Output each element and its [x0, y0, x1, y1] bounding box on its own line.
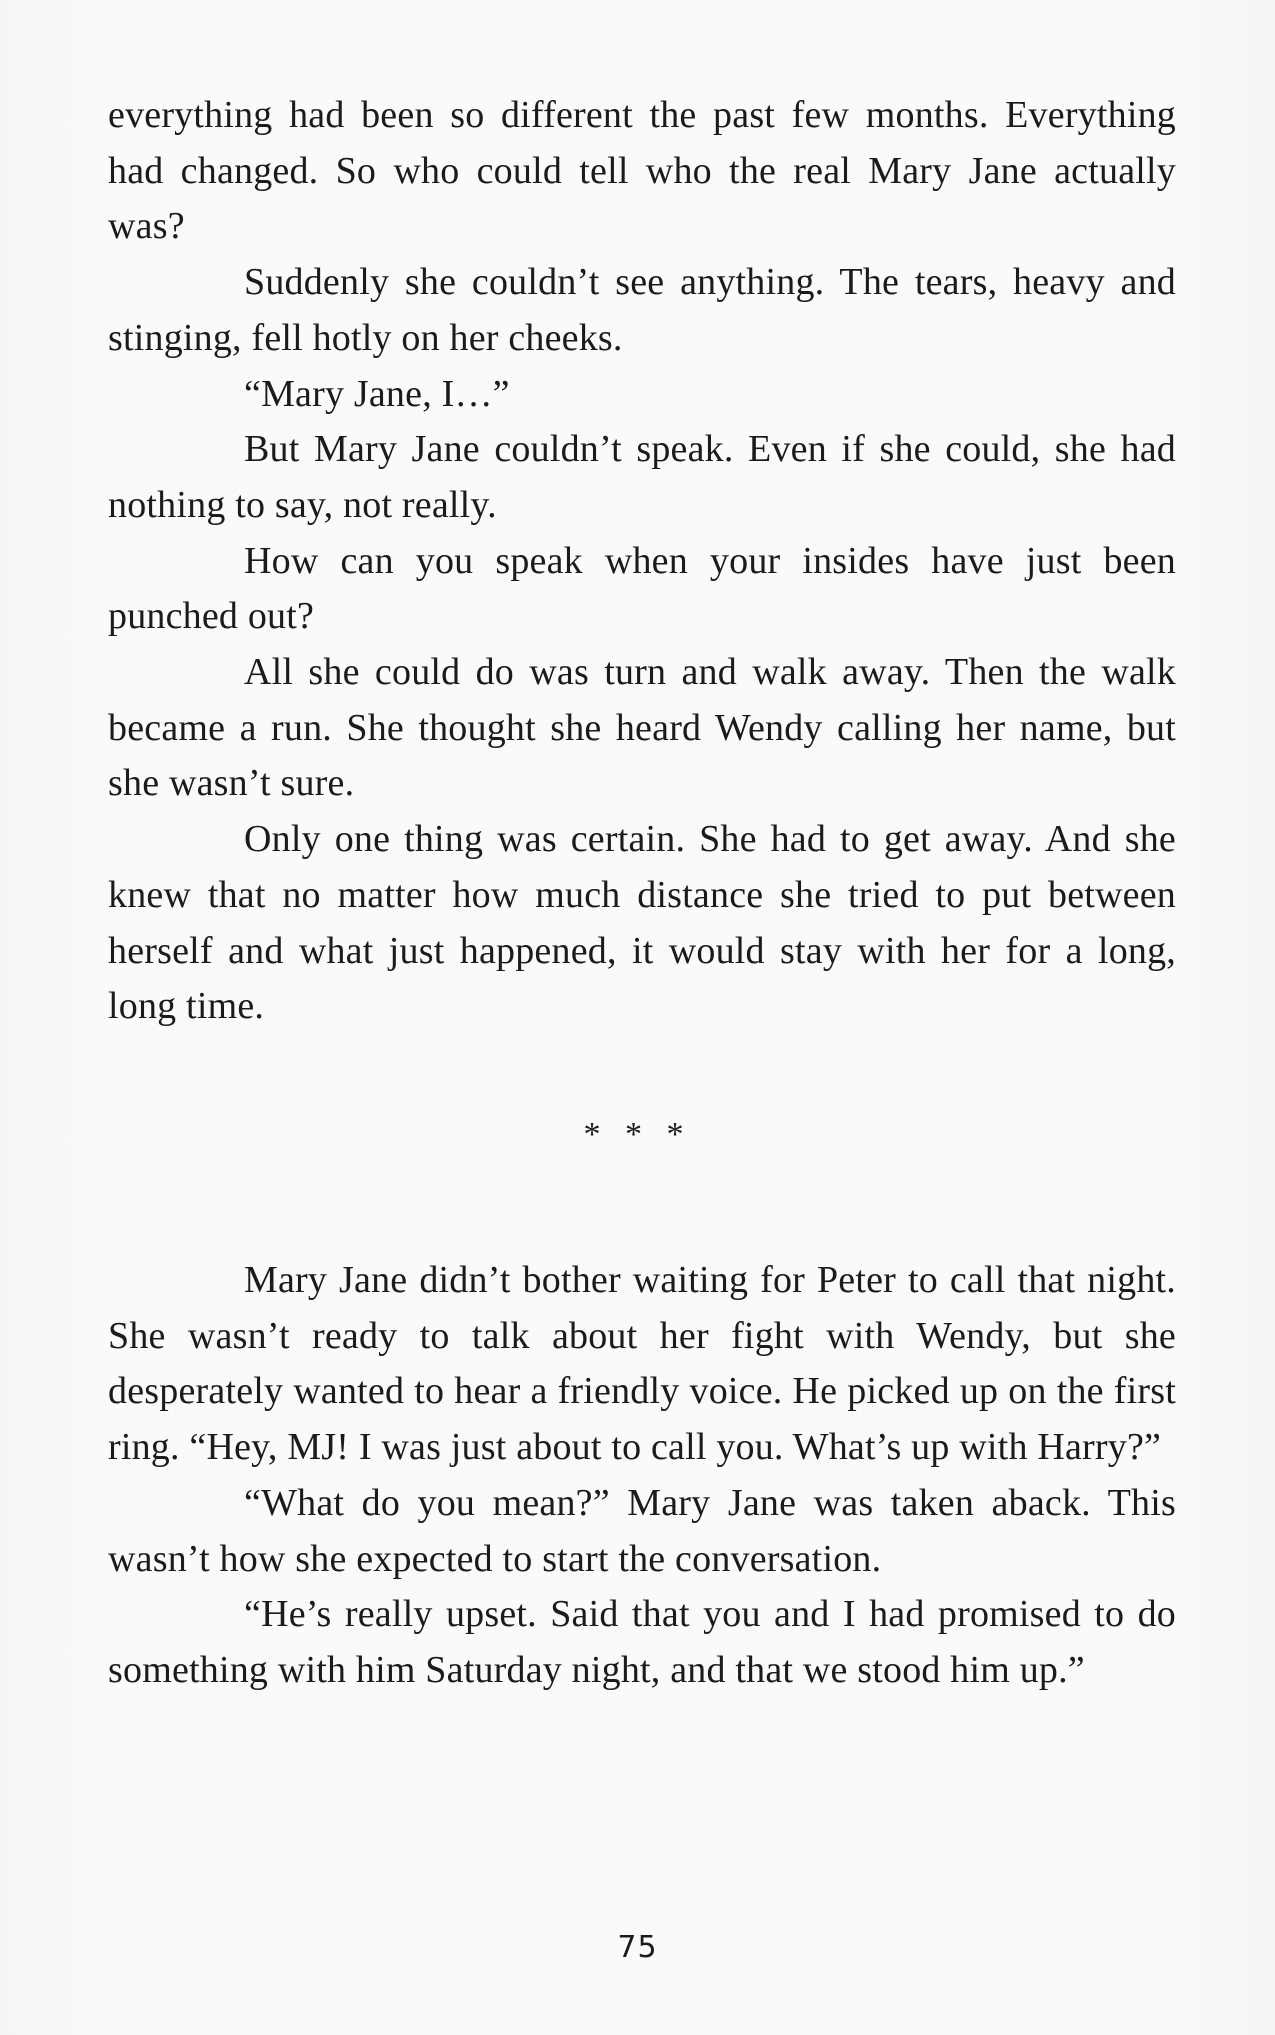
paragraph: Only one thing was certain. She had to get away. And she knew that no matter how much distance she tried to put between herself and what just happened, it would stay with her for a long, long time. — [108, 818, 1176, 1028]
paragraph: everything had been so different the past few months. Everything had changed. So who could tell who the real Mary Jane actually was? — [108, 94, 1176, 248]
paragraph: But Mary Jane couldn’t speak. Even if she could, she had nothing to say, not really. — [108, 428, 1176, 526]
paragraph: “What do you mean?” Mary Jane was taken aback. This wasn’t how she expected to start the conversation. — [108, 1481, 1176, 1580]
scene-break: * * * — [583, 1116, 692, 1153]
paragraph: “He’s really upset. Said that you and I had promised to do something with him Saturday night, and that we stood him up.” — [108, 1593, 1176, 1691]
paragraph: “Mary Jane, I…” — [244, 372, 510, 415]
paragraph: Mary Jane didn’t bother waiting for Peter to call that night. She wasn’t ready to talk about her fight with Wendy, but she desperately wanted to hear a friendly voice. He picked up on the first ring. “Hey, MJ! I was just about to call you. What’s up with Harry?” — [108, 1259, 1176, 1469]
text-block-after-break — [108, 1253, 1176, 1699]
page-number: 75 — [617, 1930, 658, 1965]
paragraph: How can you speak when your insides have just been punched out? — [108, 539, 1176, 638]
paragraph: All she could do was turn and walk away. Then the walk became a run. She thought she heard Wendy calling her name, but she wasn’t sure. — [108, 651, 1176, 805]
text-block-before-break — [108, 88, 1176, 1035]
paragraph: Suddenly she couldn’t see anything. The tears, heavy and stinging, fell hotly on her cheeks. — [108, 261, 1176, 359]
